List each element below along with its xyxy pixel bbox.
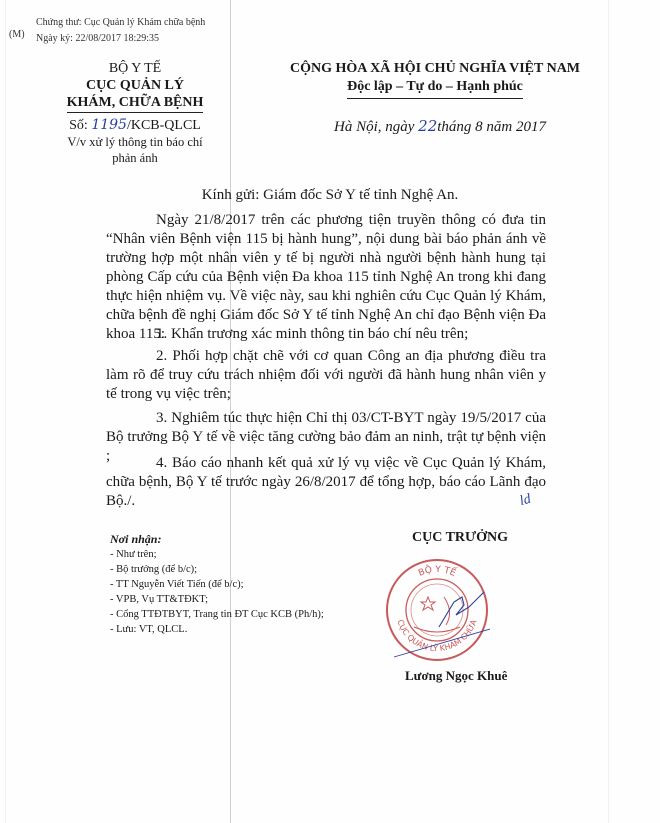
recipient-item: - Lưu: VT, QLCL. xyxy=(110,624,188,635)
country-name: CỘNG HÒA XÃ HỘI CHỦ NGHĨA VIỆT NAM xyxy=(290,61,581,76)
body-item-1: 1. Khẩn trương xác minh thông tin báo chí nêu trên; xyxy=(156,326,469,342)
department-line1: CỤC QUẢN LÝ xyxy=(86,78,184,93)
greeting: Kính gửi: Giám đốc Sở Y tế tỉnh Nghệ An. xyxy=(201,187,459,203)
document-date: Hà Nội, ngày 22tháng 8 năm 2017 xyxy=(333,117,546,135)
digital-signature-mark: (M) xyxy=(9,29,25,40)
signed-at-text: Ngày ký: 22/08/2017 18:29:35 xyxy=(36,33,160,44)
handwritten-day: 22 xyxy=(418,117,438,135)
issuer-header xyxy=(40,60,230,166)
digital-signature-info xyxy=(36,15,205,47)
page-edge-line xyxy=(5,0,6,823)
national-header xyxy=(290,60,580,99)
recipient-item: - Như trên; xyxy=(110,549,157,560)
ministry-name: BỘ Y TẾ xyxy=(108,61,162,76)
page-right-edge-line xyxy=(608,0,609,823)
official-stamp-icon xyxy=(384,557,490,663)
subject-line1: V/v xử lý thông tin báo chí xyxy=(67,135,203,149)
body-item-2: 2. Phối hợp chặt chẽ với cơ quan Công an địa phương điều tra làm rõ để truy cứu trách nhiệm đối với người đã hành hung nhân viên y tế trong vụ việc trên; xyxy=(106,348,546,402)
handwritten-initials: ld xyxy=(518,491,533,510)
signer-name: Lương Ngọc Khuê xyxy=(405,668,508,683)
body-item-3: 3. Nghiêm túc thực hiện Chỉ thị 03/CT-BYT ngày 19/5/2017 của Bộ trưởng Bộ Y tế về việc tăng cường bảo đảm an ninh, trật tự bệnh viện ; xyxy=(106,410,546,464)
document-number: Số: 1195/KCB-QLCL xyxy=(69,117,201,133)
signer-title: CỤC TRƯỞNG xyxy=(412,530,509,545)
body-item-4: 4. Báo cáo nhanh kết quả xử lý vụ việc về Cục Quản lý Khám, chữa bệnh, Bộ Y tế trước ngày 26/8/2017 để tổng hợp, báo cáo Lãnh đạo Bộ./. xyxy=(106,455,546,509)
svg-text:BỘ Y TẾ: BỘ Y TẾ xyxy=(417,564,457,579)
department-line2: KHÁM, CHỮA BỆNH xyxy=(67,94,204,113)
recipient-item: - Bộ trưởng (để b/c); xyxy=(110,564,198,575)
recipients-block xyxy=(110,532,324,637)
subject-line2: phản ánh xyxy=(112,151,158,165)
svg-text:CỤC QUẢN LÝ KHÁM CHỮA: CỤC QUẢN LÝ KHÁM CHỮA xyxy=(395,618,479,654)
handwritten-number: 1195 xyxy=(91,117,127,133)
recipient-item: - TT Nguyễn Viết Tiến (để b/c); xyxy=(110,579,244,590)
certificate-text: Chứng thư: Cục Quản lý Khám chữa bệnh xyxy=(36,17,206,28)
recipient-item: - Cổng TTĐTBYT, Trang tin ĐT Cục KCB (Ph/h); xyxy=(110,609,324,620)
national-motto: Độc lập – Tự do – Hạnh phúc xyxy=(347,78,523,99)
body-paragraph-1: Ngày 21/8/2017 trên các phương tiện truyền thông có đưa tin “Nhân viên Bệnh viện 115 bị hành hung”, nội dung bài báo phản ánh về trường hợp một nhân viên y tế bị người nhà người bệnh hành hung tại phòng Cấp cứu của Bệnh viện Đa khoa 115 tỉnh Nghệ An trong khi đang thực hiện nhiệm vụ. Về việc này, sau khi nghiên cứu Cục Quản lý Khám, chữa bệnh đề nghị Giám đốc Sở Y tế tỉnh Nghệ An chỉ đạo Bệnh viện Đa khoa 115: xyxy=(106,212,546,342)
recipients-title: Nơi nhận: xyxy=(110,532,162,546)
recipient-item: - VPB, Vụ TT&TĐKT; xyxy=(110,594,209,605)
